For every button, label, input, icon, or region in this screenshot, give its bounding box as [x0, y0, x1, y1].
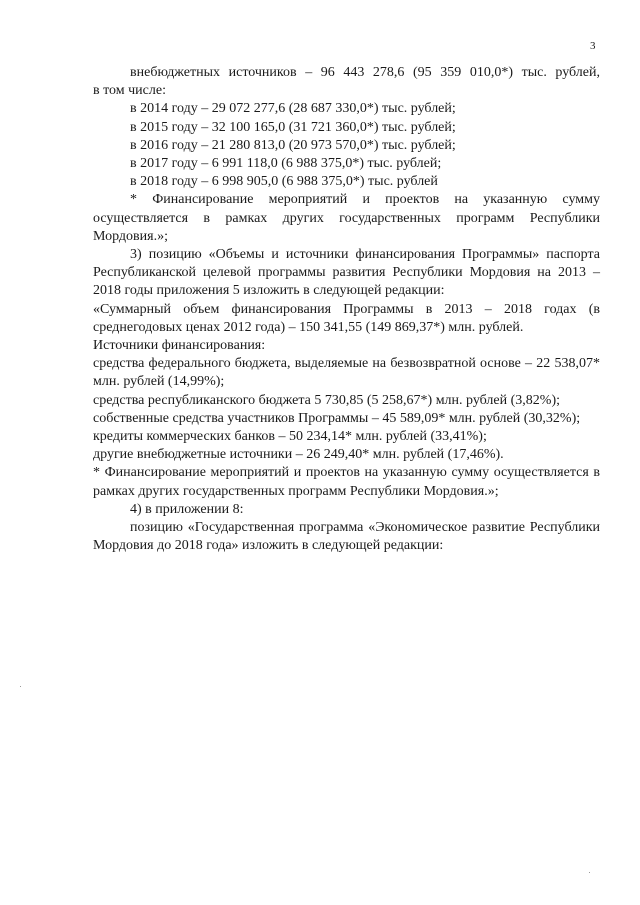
footnote-financing-1: * Финансирование мероприятий и проектов на указанную сумму осуществляется в рамках других государственных программ Республики Мордовия.»;: [93, 192, 600, 244]
page-number: 3: [590, 40, 596, 52]
list-item-2014: в 2014 году – 29 072 277,6 (28 687 330,0*) тыс. рублей;: [130, 101, 456, 117]
list-item-2015: в 2015 году – 32 100 165,0 (31 721 360,0*) тыс. рублей;: [130, 119, 456, 135]
list-item-2017: в 2017 году – 6 991 118,0 (6 988 375,0*) тыс. рублей;: [130, 156, 442, 172]
paragraph-bank-credits: кредиты коммерческих банков – 50 234,14* млн. рублей (33,41%);: [93, 429, 487, 445]
yearly-breakdown-list: [93, 100, 600, 191]
paragraph-other-sources: другие внебюджетные источники – 26 249,40* млн. рублей (17,46%).: [93, 447, 504, 463]
paragraph-total-volume: «Суммарный объем финансирования Программы в 2013 – 2018 годах (в среднегодовых ценах 2012 года) – 150 341,55 (149 869,37*) млн. рублей.: [93, 301, 600, 335]
footnote-financing-2: * Финансирование мероприятий и проектов на указанную сумму осуществляется в рамках других государственных программ Республики Мордовия.»;: [93, 465, 600, 499]
document-body: [93, 64, 600, 555]
paragraph-own-funds: собственные средства участников Программы – 45 589,09* млн. рублей (30,32%);: [93, 410, 581, 426]
list-item-2016: в 2016 году – 21 280 813,0 (20 973 570,0*) тыс. рублей;: [130, 137, 456, 153]
scan-speck: [20, 686, 21, 687]
paragraph-position-program: позицию «Государственная программа «Экономическое развитие Республики Мордовия до 2018 года» изложить в следующей редакции:: [93, 520, 600, 554]
paragraph-federal-budget: средства федерального бюджета, выделяемые на безвозвратной основе – 22 538,07* млн. рублей (14,99%);: [93, 356, 600, 390]
paragraph-including: в том числе:: [93, 83, 166, 99]
paragraph-sources-heading: Источники финансирования:: [93, 338, 266, 354]
paragraph-item-3: 3) позицию «Объемы и источники финансирования Программы» паспорта Республиканской целевой программы развития Республики Мордовия на 2013 – 2018 годы приложения 5 изложить в следующей редакции:: [93, 247, 600, 299]
scan-speck: [589, 872, 590, 873]
list-item-2018: в 2018 году – 6 998 905,0 (6 988 375,0*) тыс. рублей: [130, 174, 438, 190]
paragraph-item-4: 4) в приложении 8:: [130, 501, 244, 517]
paragraph-republic-budget: средства республиканского бюджета 5 730,85 (5 258,67*) млн. рублей (3,82%);: [93, 392, 561, 408]
paragraph-extrabudgetary-total: внебюджетных источников – 96 443 278,6 (95 359 010,0*) тыс. рублей,: [130, 65, 600, 80]
